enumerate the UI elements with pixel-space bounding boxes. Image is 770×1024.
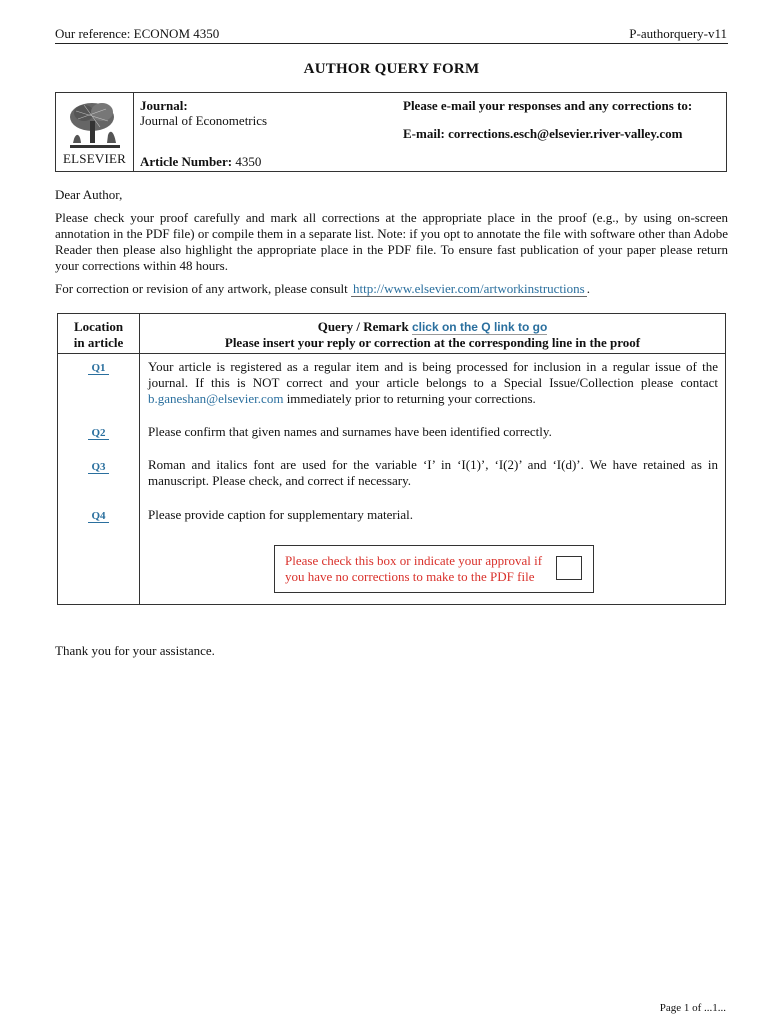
- header-rule: [55, 43, 728, 44]
- article-number: [140, 154, 261, 170]
- query-text-q3: Roman and italics font are used for the variable ‘I’ in ‘I(1)’, ‘I(2)’ and ‘I(d)’. We have retained as in manuscript. Please check, and correct if necessary.: [148, 457, 718, 488]
- corrections-email[interactable]: E-mail: corrections.esch@elsevier.river-valley.com: [403, 126, 683, 141]
- location-column-header: [58, 319, 139, 351]
- artwork-paragraph-end: .: [586, 281, 590, 296]
- artwork-paragraph-text: For correction or revision of any artwork, please consult: [55, 281, 352, 296]
- query-text-q1: Your article is registered as a regular item and is being processed for inclusion in a regular issue of the journal. If this is NOT correct and your article belongs to a Special Issue/Collection please contact b.ganeshan@elsevier.com immediately prior to returning your corrections.: [148, 359, 718, 406]
- location-header-line1: Location: [73, 319, 124, 334]
- query-remark-label: Query / Remark: [317, 319, 412, 334]
- query-text-q2: Please confirm that given names and surnames have been identified correctly.: [148, 424, 552, 439]
- query-link-q3[interactable]: Q3: [58, 461, 139, 473]
- page-number: Page 1 of ...1...: [659, 1002, 726, 1014]
- article-number-value: 4350: [235, 154, 262, 169]
- location-header-line2: in article: [73, 335, 124, 350]
- form-code: P-authorquery-v11: [629, 26, 727, 41]
- journal-label: Journal:: [140, 98, 188, 113]
- query-column-header: [140, 319, 725, 351]
- query-link-q4[interactable]: Q4: [58, 510, 139, 522]
- instructions-paragraph: Please check your proof carefully and mark all corrections at the appropriate place in the proof (e.g., by using on-screen annotation in the PDF file) or compile them in a separate list. Note: if you opt to annotate the file with software other than Adobe Reader then please also highlight the appropriate place in the PDF file. To ensure fast publication of your paper please return your corrections within 48 hours.: [55, 210, 728, 273]
- query-table: [57, 313, 726, 605]
- email-instruction: Please e-mail your responses and any corrections to:: [403, 98, 693, 113]
- column-divider: [139, 314, 140, 604]
- query-text-q4: Please provide caption for supplementary material.: [148, 507, 413, 522]
- artwork-paragraph: [55, 281, 728, 297]
- greeting: Dear Author,: [55, 187, 123, 202]
- reference-text: Our reference: ECONOM 4350: [55, 26, 220, 41]
- page-title: AUTHOR QUERY FORM: [303, 61, 480, 77]
- approval-checkbox[interactable]: [556, 556, 582, 580]
- approval-text: Please check this box or indicate your approval if you have no corrections to make to the PDF file: [285, 553, 543, 584]
- artwork-instructions-link[interactable]: http://www.elsevier.com/artworkinstructions: [353, 281, 585, 296]
- query-link-q1[interactable]: Q1: [58, 362, 139, 374]
- closing-text: Thank you for your assistance.: [55, 643, 215, 658]
- header-divider: [58, 353, 725, 354]
- contact-email-link[interactable]: b.ganeshan@elsevier.com: [148, 391, 284, 406]
- approval-box: [274, 545, 594, 593]
- journal-info-box: [55, 92, 727, 172]
- query-header-line2: Please insert your reply or correction at the corresponding line in the proof: [224, 335, 641, 350]
- article-number-label: Article Number:: [140, 154, 233, 169]
- elsevier-logo: [56, 93, 134, 171]
- journal-name: Journal of Econometrics: [140, 113, 268, 128]
- q-link-hint[interactable]: click on the Q link to go: [411, 320, 548, 334]
- query-header-line1: [140, 319, 725, 335]
- query-link-q2[interactable]: Q2: [58, 427, 139, 439]
- elsevier-wordmark: ELSEVIER: [63, 151, 126, 166]
- elsevier-tree-icon: [64, 99, 126, 149]
